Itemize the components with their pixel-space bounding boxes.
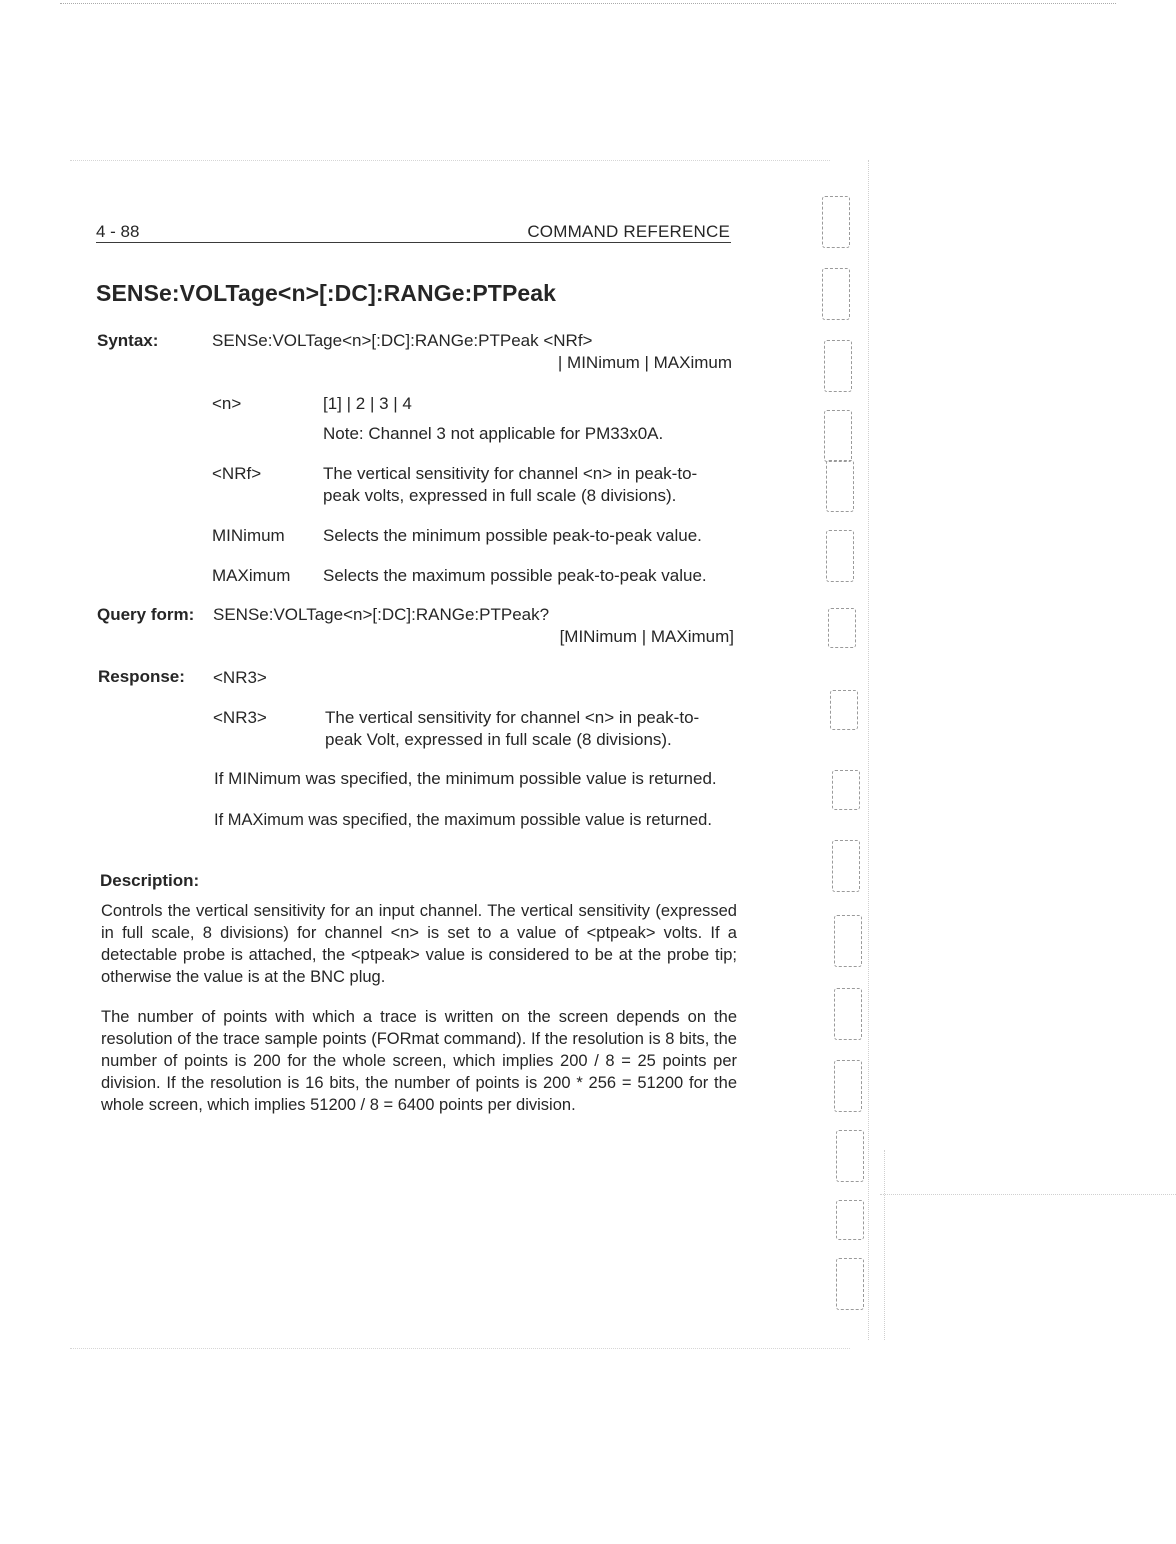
param-name-nrf: <NRf> (212, 464, 262, 483)
response-max-text: If MAXimum was specified, the maximum possible value is returned. (214, 811, 712, 829)
response-label: Response: (98, 667, 185, 686)
description-paragraph-1: Controls the vertical sensitivity for an input channel. The vertical sensitivity (expressed in full scale, 8 divisions) for channel <n> is set to a value of <ptpeak> volts. If a detectable probe is attached, the <ptpeak> value is considered to be at the probe tip; otherwise the value is at the BNC plug. (101, 902, 737, 986)
index-tab (826, 460, 854, 512)
scan-artifact-line (70, 1348, 850, 1349)
index-tab (832, 840, 860, 892)
description-paragraph-2: The number of points with which a trace is written on the screen depends on the resolution of the trace sample points (FORmat command). If the resolution is 8 bits, the number of points is 200 for the whole screen, which implies 200 / 8 = 25 points per division. If the resolution is 16 bits, the number of points is 200 * 256 = 51200 for the whole screen, which implies 51200 / 8 = 6400 points per division. (101, 1008, 737, 1114)
syntax-label: Syntax: (97, 331, 159, 350)
section-title: COMMAND REFERENCE (527, 222, 730, 241)
index-tab (826, 530, 854, 582)
response-value: <NR3> (213, 668, 267, 687)
binding-edge (884, 1150, 885, 1340)
index-tab (830, 690, 858, 730)
response-item-desc-1: The vertical sensitivity for channel <n> in peak-to- (325, 708, 700, 727)
binding-edge (868, 160, 869, 1340)
scan-artifact-line (70, 160, 830, 161)
index-tab (822, 268, 850, 320)
param-note-n: Note: Channel 3 not applicable for PM33x0A. (323, 424, 664, 443)
response-item-name: <NR3> (213, 708, 267, 727)
index-tab (824, 410, 852, 462)
response-item-desc-2: peak Volt, expressed in full scale (8 divisions). (325, 730, 672, 749)
param-desc-maximum: Selects the maximum possible peak-to-peak value. (323, 566, 707, 585)
param-name-n: <n> (212, 394, 242, 413)
index-tab (834, 988, 862, 1040)
query-line-1: SENSe:VOLTage<n>[:DC]:RANGe:PTPeak? (213, 605, 550, 624)
index-tab (836, 1200, 864, 1240)
command-title: SENSe:VOLTage<n>[:DC]:RANGe:PTPeak (96, 280, 557, 306)
index-tab (828, 608, 856, 648)
param-desc-nrf-2: peak volts, expressed in full scale (8 divisions). (323, 486, 677, 505)
param-name-minimum: MINimum (212, 526, 285, 545)
index-tab (822, 196, 850, 248)
param-desc-minimum: Selects the minimum possible peak-to-peak value. (323, 526, 702, 545)
response-min-text: If MINimum was specified, the minimum possible value is returned. (214, 769, 717, 788)
description-label: Description: (100, 871, 200, 890)
index-tab (836, 1258, 864, 1310)
query-line-2: [MINimum | MAXimum] (559, 627, 734, 646)
index-tab (834, 915, 862, 967)
scan-artifact-line (880, 1194, 1176, 1195)
syntax-line-1: SENSe:VOLTage<n>[:DC]:RANGe:PTPeak <NRf> (212, 331, 593, 350)
page-number: 4 - 88 (96, 222, 140, 241)
scan-edge-line (60, 3, 1116, 4)
param-desc-n: [1] | 2 | 3 | 4 (323, 394, 412, 413)
syntax-line-2: | MINimum | MAXimum (557, 353, 732, 372)
index-tab (836, 1130, 864, 1182)
index-tab (824, 340, 852, 392)
param-name-maximum: MAXimum (212, 566, 291, 585)
index-tab (834, 1060, 862, 1112)
header-rule (96, 242, 731, 243)
param-desc-nrf-1: The vertical sensitivity for channel <n> in peak-to- (323, 464, 698, 483)
query-label: Query form: (97, 605, 195, 624)
index-tab (832, 770, 860, 810)
